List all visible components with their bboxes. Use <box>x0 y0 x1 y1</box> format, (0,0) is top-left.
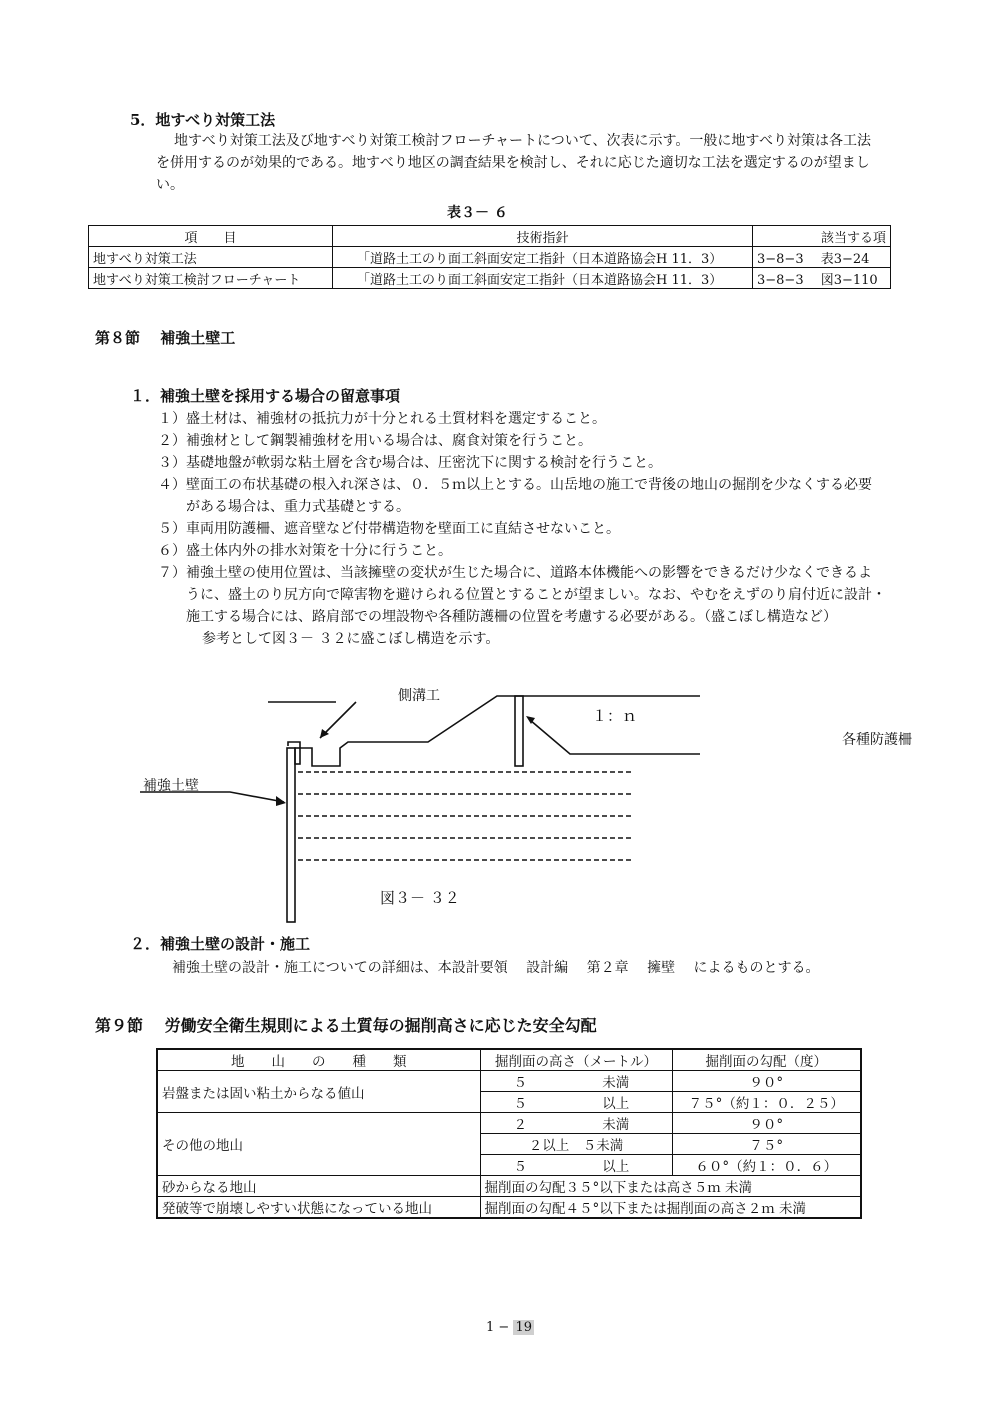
landslide-table <box>88 225 891 289</box>
paragraph-line: 地すべり対策工法及び地すべり対策工検討フローチャートについて、次表に示す。一般に地すべり対策は各工法 <box>174 133 872 149</box>
table-cell: 「道路土工のり面工斜面安定工指針（日本道路協会H 11．3） <box>333 247 753 268</box>
soil-type-cell: 砂からなる地山 <box>157 1176 480 1197</box>
list-item: うに、盛土のり尻方向で障害物を避けられる位置とすることが望ましい。なお、やむをえずのり肩付近に設計・ <box>186 587 886 603</box>
list-item: ３）基礎地盤が軟弱な粘土層を含む場合は、圧密沈下に関する検討を行うこと。 <box>158 455 662 471</box>
angle-cell: ９０° <box>672 1071 861 1092</box>
height-cell: ５ <box>480 1071 560 1092</box>
angle-cell: ６０°（約１：０．６） <box>672 1155 861 1176</box>
header-cell: 地 山 の 種 類 <box>157 1049 480 1071</box>
angle-cell: ７５° <box>672 1134 861 1155</box>
height-cell: ２ <box>480 1113 560 1134</box>
table-row <box>89 268 891 289</box>
page-prefix: 1 − <box>486 1320 510 1335</box>
soil-type-cell: 岩盤または固い粘土からなる値山 <box>157 1071 480 1113</box>
height-cell: ５ <box>480 1155 560 1176</box>
condition-cell: 未満 <box>560 1071 672 1092</box>
page-number <box>486 1318 534 1338</box>
reinforced-wall <box>287 748 295 922</box>
table-row <box>157 1176 861 1197</box>
list-item: ５）車両用防護柵、遮音壁など付帯構造物を壁面工に直結させないこと。 <box>158 521 620 537</box>
condition-cell: 以上 <box>560 1155 672 1176</box>
list-item: ６）盛土体内外の排水対策を十分に行うこと。 <box>158 543 452 559</box>
header-cell: 掘削面の高さ（メートル） <box>480 1049 672 1071</box>
list-item: ７）補強土壁の使用位置は、当該擁壁の変状が生じた場合に、道路本体機能への影響をできるだけ少なくできるよ <box>158 565 872 581</box>
list-item: がある場合は、重力式基礎とする。 <box>186 499 410 515</box>
label-slope-ratio: １：ｎ <box>592 707 638 725</box>
safety-slope-table <box>156 1048 862 1219</box>
table-row <box>157 1071 861 1092</box>
list-item: ４）壁面工の布状基礎の根入れ深さは、０．５ｍ以上とする。山岳地の施工で背後の地山の掘削を少なくする必要 <box>158 477 872 493</box>
condition-cell: 未満 <box>560 1113 672 1134</box>
table-cell: 3−8−3 図3−110 <box>753 268 891 289</box>
paragraph-line: を併用するのが効果的である。地すべり地区の調査結果を検討し、それに応じた適切な工法を選定するのが望まし <box>156 155 870 171</box>
section-5-heading: 5．地すべり対策工法 <box>130 111 276 129</box>
list-item: ２）補強材として鋼製補強材を用いる場合は、腐食対策を行うこと。 <box>158 433 592 449</box>
paragraph-line: い。 <box>156 177 184 193</box>
rule-cell: 掘削面の勾配３５°以下または高さ５ｍ 未満 <box>480 1176 861 1197</box>
fence-post <box>515 696 523 766</box>
table-cell: 地すべり対策工検討フローチャート <box>89 268 333 289</box>
table-header-row <box>89 226 891 247</box>
section-8-sub2: ２．補強土壁の設計・施工 <box>130 935 311 953</box>
angle-cell: ７５°（約１：０．２５） <box>672 1092 861 1113</box>
ditch-profile <box>288 696 700 766</box>
height-cell: ５ <box>480 1092 560 1113</box>
header-cell: 技術指針 <box>333 226 753 247</box>
header-cell: 掘削面の勾配（度） <box>672 1049 861 1071</box>
angle-cell: ９０° <box>672 1113 861 1134</box>
section-9-title: 第９節 労働安全衛生規則による土質毎の掘削高さに応じた安全勾配 <box>95 1016 597 1035</box>
rule-cell: 掘削面の勾配４５°以下または掘削面の高さ２ｍ 未満 <box>480 1197 861 1219</box>
condition-cell: 以上 <box>560 1092 672 1113</box>
list-item: １）盛土材は、補強材の抵抗力が十分とれる土質材料を選定すること。 <box>158 411 606 427</box>
soil-type-cell: その他の地山 <box>157 1113 480 1176</box>
header-cell: 該当する項 <box>753 226 891 247</box>
wall-cap <box>295 748 300 764</box>
figure-caption: 図３－ ３２ <box>380 889 460 907</box>
notes-list <box>158 408 886 650</box>
table-cell: 3−8−3 表3−24 <box>753 247 891 268</box>
label-reinforced-wall: 補強土壁 <box>143 778 199 794</box>
section-8-sub1: １．補強土壁を採用する場合の留意事項 <box>130 387 401 405</box>
soil-type-cell: 発破等で崩壊しやすい状態になっている地山 <box>157 1197 480 1219</box>
table-row <box>157 1197 861 1219</box>
page-number-value: 19 <box>515 1320 532 1335</box>
table-cell: 地すべり対策工法 <box>89 247 333 268</box>
table-row <box>89 247 891 268</box>
table-header-row <box>157 1049 861 1071</box>
section-8-title: 第８節 補強土壁工 <box>95 329 236 347</box>
table-row <box>157 1113 861 1134</box>
label-side-ditch: 側溝工 <box>398 688 440 704</box>
table-caption: 表３－ ６ <box>447 205 508 221</box>
header-cell: 項 目 <box>89 226 333 247</box>
table-cell: 「道路土工のり面工斜面安定工指針（日本道路協会H 11．3） <box>333 268 753 289</box>
list-item: 施工する場合には、路肩部での埋設物や各種防護柵の位置を考慮する必要がある。（盛こぼし構造など） <box>186 609 837 625</box>
height-cell: ２以上 ５未満 <box>480 1134 672 1155</box>
section-5-paragraph <box>156 130 871 196</box>
label-fence: 各種防護柵 <box>842 732 912 748</box>
list-item: 参考として図３－ ３２に盛こぼし構造を示す。 <box>202 631 500 647</box>
section-8-sub2-text: 補強土壁の設計・施工についての詳細は、本設計要領 設計編 第２章 擁壁 によるものとする。 <box>172 960 820 976</box>
